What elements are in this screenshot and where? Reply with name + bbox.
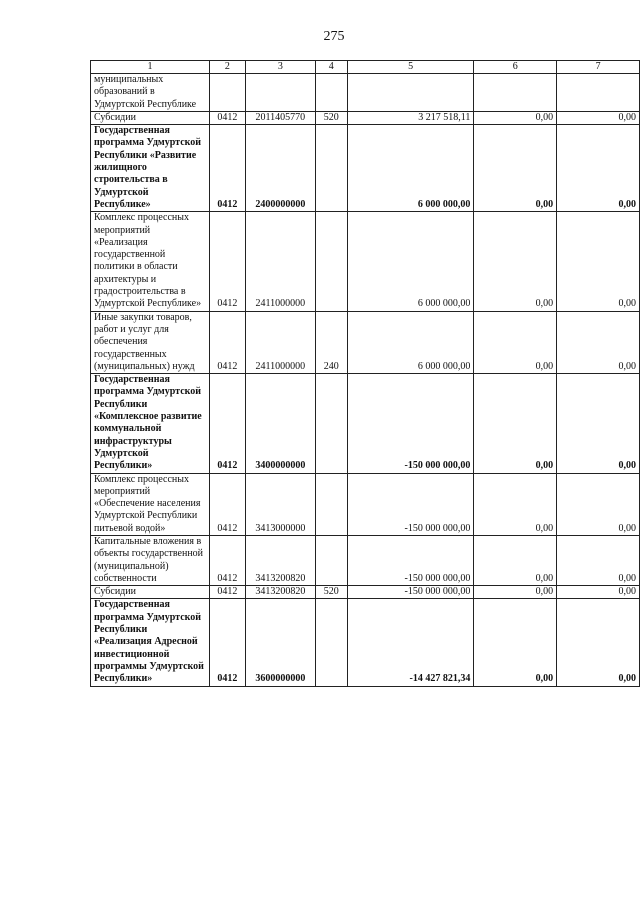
row-value-6: 0,00 <box>474 125 557 212</box>
row-name: Комплекс процессных мероприятий «Реализация государственной политики в области архитектуры и градостроительства в Удмуртской Республике» <box>91 212 210 311</box>
col-header-6: 6 <box>474 61 557 74</box>
table-row <box>91 74 640 112</box>
row-name: Субсидии <box>91 111 210 124</box>
row-target-article: 2411000000 <box>245 311 315 373</box>
row-value-7: 0,00 <box>557 111 640 124</box>
budget-table <box>90 60 640 687</box>
row-target-article: 3600000000 <box>245 599 315 686</box>
row-expense-type <box>315 473 347 535</box>
row-section-code: 0412 <box>209 212 245 311</box>
row-expense-type <box>315 125 347 212</box>
row-value-6: 0,00 <box>474 535 557 585</box>
row-expense-type <box>315 599 347 686</box>
row-name: муниципальных образований в Удмуртской Республике <box>91 74 210 112</box>
page-number: 275 <box>323 29 345 44</box>
row-name: Субсидии <box>91 586 210 599</box>
row-amount: 3 217 518,11 <box>347 111 474 124</box>
table-row <box>91 125 640 212</box>
table-row <box>91 374 640 473</box>
col-header-7: 7 <box>557 61 640 74</box>
col-header-4: 4 <box>315 61 347 74</box>
row-value-7: 0,00 <box>557 374 640 473</box>
row-expense-type <box>315 212 347 311</box>
col-header-2: 2 <box>209 61 245 74</box>
row-amount: 6 000 000,00 <box>347 125 474 212</box>
row-section-code: 0412 <box>209 374 245 473</box>
row-amount: -14 427 821,34 <box>347 599 474 686</box>
table-row <box>91 586 640 599</box>
row-amount: 6 000 000,00 <box>347 212 474 311</box>
row-value-6 <box>474 74 557 112</box>
row-value-6: 0,00 <box>474 111 557 124</box>
row-expense-type: 520 <box>315 586 347 599</box>
row-target-article: 2400000000 <box>245 125 315 212</box>
row-section-code: 0412 <box>209 599 245 686</box>
row-section-code: 0412 <box>209 311 245 373</box>
row-section-code: 0412 <box>209 111 245 124</box>
row-expense-type: 240 <box>315 311 347 373</box>
row-name: Комплекс процессных мероприятий «Обеспечение населения Удмуртской Республики питьевой водой» <box>91 473 210 535</box>
row-value-6: 0,00 <box>474 311 557 373</box>
row-value-7: 0,00 <box>557 311 640 373</box>
row-amount: -150 000 000,00 <box>347 535 474 585</box>
row-expense-type <box>315 535 347 585</box>
row-value-6: 0,00 <box>474 473 557 535</box>
row-value-7 <box>557 74 640 112</box>
row-value-7: 0,00 <box>557 599 640 686</box>
row-amount: -150 000 000,00 <box>347 374 474 473</box>
row-value-6: 0,00 <box>474 586 557 599</box>
row-section-code <box>209 74 245 112</box>
row-name: Капитальные вложения в объекты государственной (муниципальной) собственности <box>91 535 210 585</box>
row-amount: 6 000 000,00 <box>347 311 474 373</box>
table-row <box>91 212 640 311</box>
col-header-3: 3 <box>245 61 315 74</box>
col-header-1: 1 <box>91 61 210 74</box>
row-value-7: 0,00 <box>557 586 640 599</box>
row-expense-type <box>315 374 347 473</box>
row-target-article: 2011405770 <box>245 111 315 124</box>
row-expense-type <box>315 74 347 112</box>
row-name: Иные закупки товаров, работ и услуг для обеспечения государственных (муниципальных) нужд <box>91 311 210 373</box>
row-value-6: 0,00 <box>474 212 557 311</box>
row-value-7: 0,00 <box>557 125 640 212</box>
row-amount: -150 000 000,00 <box>347 473 474 535</box>
row-name: Государственная программа Удмуртской Республики «Развитие жилищного строительства в Удмуртской Республике» <box>91 125 210 212</box>
row-name: Государственная программа Удмуртской Республики «Реализация Адресной инвестиционной программы Удмуртской Республики» <box>91 599 210 686</box>
table-row <box>91 111 640 124</box>
table-row <box>91 311 640 373</box>
row-name: Государственная программа Удмуртской Республики «Комплексное развитие коммунальной инфраструктуры Удмуртской Республики» <box>91 374 210 473</box>
row-amount: -150 000 000,00 <box>347 586 474 599</box>
row-target-article: 3413200820 <box>245 586 315 599</box>
row-target-article: 3413000000 <box>245 473 315 535</box>
header-row <box>91 61 640 74</box>
row-value-7: 0,00 <box>557 212 640 311</box>
row-value-7: 0,00 <box>557 535 640 585</box>
row-target-article: 3413200820 <box>245 535 315 585</box>
row-section-code: 0412 <box>209 473 245 535</box>
row-section-code: 0412 <box>209 125 245 212</box>
row-target-article <box>245 74 315 112</box>
table-row <box>91 473 640 535</box>
row-value-6: 0,00 <box>474 374 557 473</box>
row-section-code: 0412 <box>209 586 245 599</box>
row-expense-type: 520 <box>315 111 347 124</box>
row-target-article: 2411000000 <box>245 212 315 311</box>
row-amount <box>347 74 474 112</box>
row-value-6: 0,00 <box>474 599 557 686</box>
row-value-7: 0,00 <box>557 473 640 535</box>
row-target-article: 3400000000 <box>245 374 315 473</box>
col-header-5: 5 <box>347 61 474 74</box>
table-row <box>91 599 640 686</box>
row-section-code: 0412 <box>209 535 245 585</box>
table-row <box>91 535 640 585</box>
